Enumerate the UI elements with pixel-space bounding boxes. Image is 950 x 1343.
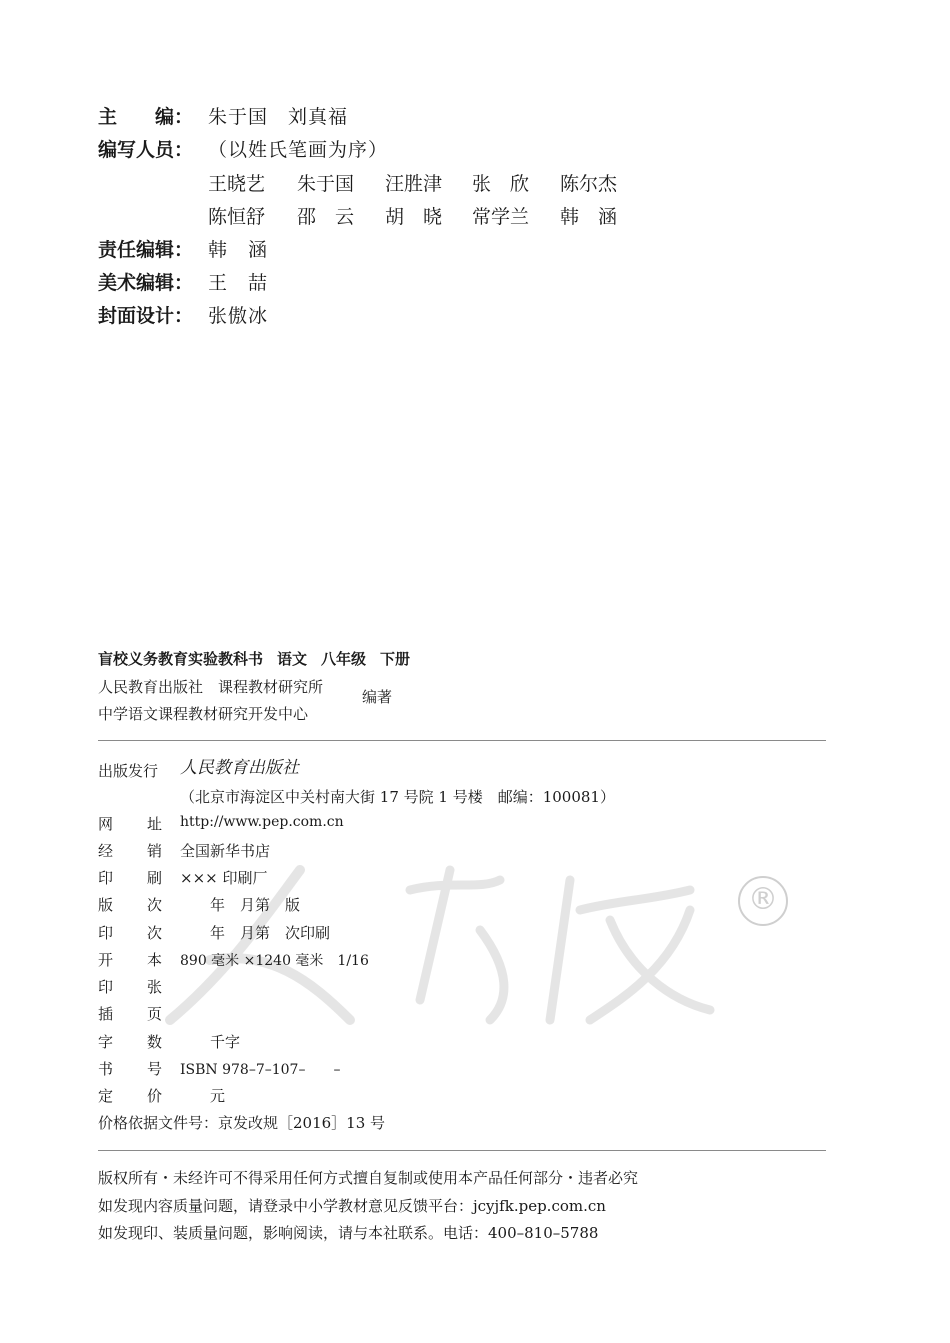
publisher-label: 出版发行 [98,762,159,780]
isbn-value: ISBN 978–7–107– – [180,1062,341,1078]
print-quality-notice: 如发现印、装质量问题，影响阅读，请与本社联系。电话：400–810–5788 [98,1224,599,1242]
publisher-calligraphy-logo [180,754,310,778]
compiler-line-1: 人民教育出版社 课程教材研究所 [98,678,324,696]
divider-bottom [98,1150,826,1151]
website-value: http://www.pep.com.cn [180,814,344,830]
printer-value: ××× 印刷厂 [180,869,268,887]
publisher-address: （北京市海淀区中关村南大街 17 号院 1 号楼 邮编：100081） [180,788,615,806]
writer-name: 韩 涵 [560,206,618,228]
responsible-editor-label: 责任编辑： [98,239,194,261]
compiled-by-label: 编著 [362,688,393,706]
art-editor-name: 王 喆 [208,272,269,294]
writer-name: 张 欣 [472,173,530,195]
printing-value: 年 月第 次印刷 [180,924,331,942]
writer-name: 汪胜津 [385,173,443,195]
chief-editor-names: 朱于国 刘真福 [208,106,349,128]
subject: 语文 [277,650,308,668]
art-editor-label: 美术编辑： [98,272,194,294]
writer-name: 朱于国 [297,173,355,195]
writer-name: 王晓艺 [208,173,266,195]
edition-value: 年 月第 版 [180,896,301,914]
writer-name: 陈尔杰 [560,173,618,195]
divider-top [98,740,826,741]
format-value: 890 毫米 ×1240 毫米 1/16 [180,953,369,969]
writer-name: 邵 云 [297,206,355,228]
writers-label: 编写人员： [98,139,194,161]
compiler-line-2: 中学语文课程教材研究开发中心 [98,705,309,723]
volume: 下册 [380,650,411,668]
cover-designer-name: 张傲冰 [208,305,269,327]
copyright-notice: 版权所有・未经许可不得采用任何方式擅自复制或使用本产品任何部分・违者必究 [98,1169,639,1187]
book-title [98,648,424,669]
writers-order-note: （以姓氏笔画为序） [208,139,389,161]
cover-design-label: 封面设计： [98,305,194,327]
price-basis: 价格依据文件号：京发改规［2016］13 号 [98,1114,386,1132]
publisher-logo-text: 人民教育出版社 [180,758,299,778]
distributor-value: 全国新华书店 [180,842,271,860]
writer-name: 陈恒舒 [208,206,266,228]
grade: 八年级 [321,650,367,668]
price-value: 元 [180,1087,226,1105]
writer-name: 常学兰 [472,206,530,228]
registered-trademark-icon: ® [738,876,788,926]
word-count-value: 千字 [180,1033,241,1051]
responsible-editor-name: 韩 涵 [208,239,269,261]
series-title: 盲校义务教育实验教科书 [98,650,264,668]
content-feedback-notice: 如发现内容质量问题，请登录中小学教材意见反馈平台：jcyjfk.pep.com.cn [98,1197,606,1215]
chief-editor-label: 主 编： [98,106,194,128]
writer-name: 胡 晓 [385,206,443,228]
